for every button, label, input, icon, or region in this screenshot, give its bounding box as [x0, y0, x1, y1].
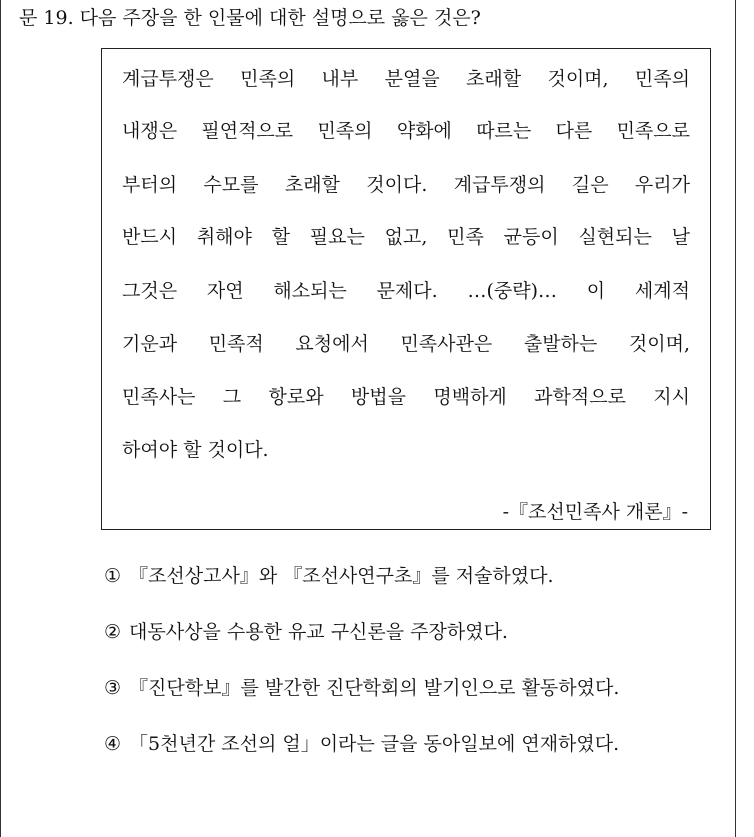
choice-mark: ③	[104, 677, 122, 699]
passage-line: 민족사는 그 항로와 방법을 명백하게 과학적으로 지시	[122, 386, 690, 408]
choice-2[interactable]	[104, 618, 508, 646]
choice-1[interactable]	[104, 562, 554, 590]
passage-line: 그것은 자연 해소되는 문제다. …(중략)… 이 세계적	[122, 280, 690, 302]
choice-text: 「5천년간 조선의 얼」이라는 글을 동아일보에 연재하였다.	[129, 733, 620, 755]
choice-mark: ④	[104, 733, 122, 755]
choice-4[interactable]	[104, 730, 619, 758]
choice-mark: ①	[104, 565, 122, 587]
choice-text: 『진단학보』를 발간한 진단학회의 발기인으로 활동하였다.	[129, 677, 620, 699]
passage-box	[101, 48, 711, 530]
choice-text: 『조선상고사』와 『조선사연구초』를 저술하였다.	[129, 565, 554, 587]
passage-line: 기운과 민족적 요청에서 민족사관은 출발하는 것이며,	[122, 333, 690, 355]
choice-mark: ②	[104, 621, 122, 643]
choice-3[interactable]	[104, 674, 619, 702]
passage-line: 부터의 수모를 초래할 것이다. 계급투쟁의 길은 우리가	[122, 174, 690, 196]
choice-text: 대동사상을 수용한 유교 구신론을 주장하였다.	[129, 621, 508, 643]
passage-line: 반드시 취해야 할 필요는 없고, 민족 균등이 실현되는 날	[122, 226, 690, 248]
passage-line: 내쟁은 필연적으로 민족의 약화에 따르는 다른 민족으로	[122, 120, 690, 142]
question-title: 문 19. 다음 주장을 한 인물에 대한 설명으로 옳은 것은?	[19, 7, 481, 29]
passage-source: -『조선민족사 개론』-	[502, 501, 688, 523]
passage-line: 하여야 할 것이다.	[122, 439, 269, 461]
passage-line: 계급투쟁은 민족의 내부 분열을 초래할 것이며, 민족의	[122, 68, 690, 90]
